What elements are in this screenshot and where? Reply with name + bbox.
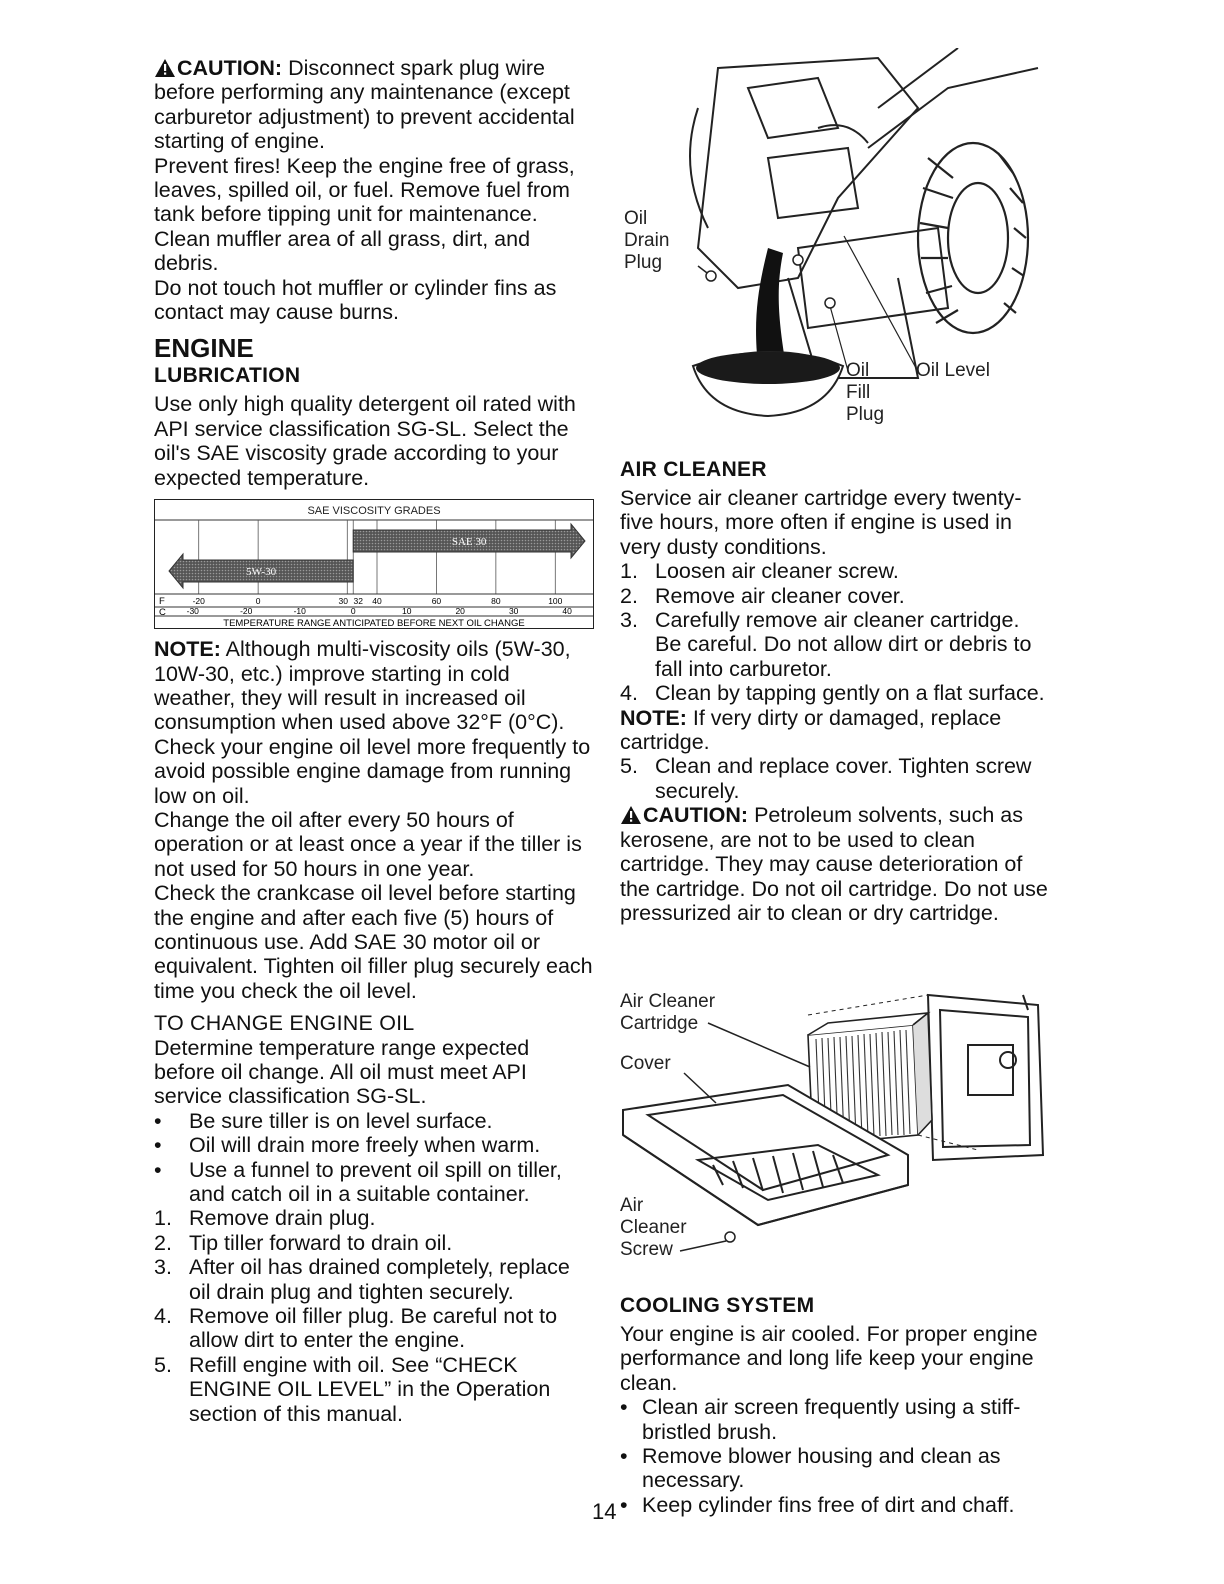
air-caution-text: Petroleum solvents, such as kerosene, are not to be used to clean cartridge. They may cause deterioration of the cartridge. Do not oil cartridge. Do not use pressurized air to clean or dry cartridge. bbox=[620, 803, 1048, 925]
list-item: • Use a funnel to prevent oil spill on tiller, and catch oil in a suitable container. bbox=[154, 1157, 562, 1207]
tiller-engine-drawing bbox=[618, 48, 1058, 448]
note-paragraph bbox=[154, 637, 594, 808]
list-item: 5. Refill engine with oil. See “CHECK ENGINE OIL LEVEL” in the Operation section of this manual. bbox=[154, 1352, 551, 1426]
list-item: 1. Loosen air cleaner screw. bbox=[620, 559, 899, 584]
air-caution-paragraph bbox=[620, 803, 1050, 925]
air-caution-label: CAUTION: bbox=[643, 803, 749, 828]
bar-label: SAE 30 bbox=[451, 536, 487, 549]
list-item: 3. After oil has drained completely, replace oil drain plug and tighten securely. bbox=[154, 1255, 570, 1304]
caution-paragraph bbox=[154, 56, 594, 154]
bar-label: 5W-30 bbox=[246, 566, 277, 579]
tick-label-c: 30 bbox=[508, 606, 519, 617]
note-label: NOTE: bbox=[154, 637, 221, 662]
viscosity-chart-svg bbox=[155, 500, 593, 628]
tick-label-f: 60 bbox=[431, 596, 442, 607]
c-row-label: C bbox=[159, 607, 166, 619]
oil-drain-illustration bbox=[618, 48, 1058, 448]
air-cleaner-heading: AIR CLEANER bbox=[620, 458, 767, 481]
tick-label-f: 100 bbox=[548, 596, 563, 607]
chart-title: SAE VISCOSITY GRADES bbox=[307, 505, 441, 518]
list-item: 2. Tip tiller forward to drain oil. bbox=[154, 1230, 453, 1255]
air-steps-list bbox=[620, 559, 1050, 705]
air-note-label: NOTE: bbox=[620, 705, 687, 730]
page-number: 14 bbox=[592, 1499, 617, 1524]
air-cleaner-screw-label: Air Cleaner Screw bbox=[620, 1195, 687, 1260]
caution-text: Disconnect spark plug wire before performing any maintenance (except carburetor adjustment) to prevent accidental starting of engine. bbox=[154, 56, 575, 154]
oil-fill-plug-label: Oil Fill Plug bbox=[846, 360, 885, 425]
tick-label-c: 10 bbox=[401, 606, 412, 617]
oil-level-label: Oil Level bbox=[916, 360, 990, 381]
note-text: Although multi-viscosity oils (5W-30, 10W-30, etc.) improve starting in cold weather, they will result in increased oil consumption when used above 32°F (0°C). Check your engine oil level more frequently to avoid possible engine damage from running low on oil. bbox=[154, 637, 591, 808]
tick-label-f: 40 bbox=[372, 596, 382, 607]
chart-ticks bbox=[187, 596, 573, 616]
cover-label: Cover bbox=[620, 1053, 671, 1074]
warning-icon bbox=[154, 58, 176, 78]
to-change-heading: TO CHANGE ENGINE OIL bbox=[154, 1011, 415, 1036]
air-cleaner-text: Service air cleaner cartridge every twenty-five hours, more often if engine is used in very dusty conditions. bbox=[620, 486, 1022, 559]
left-column bbox=[154, 56, 594, 1426]
change-paragraph: Change the oil after every 50 hours of operation or at least once a year if the tiller is not used for 50 hours in one year. bbox=[154, 807, 582, 881]
engine-heading: ENGINE bbox=[154, 333, 254, 364]
air-note-paragraph bbox=[620, 706, 1050, 755]
cartridge-label: Air Cleaner Cartridge bbox=[620, 991, 716, 1034]
tick-label-c: -10 bbox=[293, 606, 306, 617]
air-note-text: If very dirty or damaged, replace cartridge. bbox=[620, 705, 1002, 755]
air-step5-list bbox=[620, 754, 1050, 803]
lubrication-heading: LUBRICATION bbox=[154, 364, 301, 388]
hot-paragraph: Do not touch hot muffler or cylinder fins as contact may cause burns. bbox=[154, 275, 557, 325]
list-item: • Oil will drain more freely when warm. bbox=[154, 1133, 541, 1158]
cooling-text: Your engine is air cooled. For proper engine performance and long life keep your engine clean. bbox=[620, 1322, 1038, 1395]
viscosity-chart bbox=[154, 499, 594, 629]
prep-bullet-list bbox=[154, 1109, 594, 1207]
list-item: 5. Clean and replace cover. Tighten screw securely. bbox=[620, 754, 1032, 803]
tick-label-c: 40 bbox=[562, 606, 572, 617]
tick-label-f: 32 bbox=[353, 596, 363, 607]
list-item: 1. Remove drain plug. bbox=[154, 1206, 376, 1231]
fires-paragraph: Prevent fires! Keep the engine free of grass, leaves, spilled oil, or fuel. Remove fuel from tank before tipping unit for maintenance. Clean muffler area of all grass, dirt, and debris. bbox=[154, 153, 575, 276]
chart-xlabel: TEMPERATURE RANGE ANTICIPATED BEFORE NEXT OIL CHANGE bbox=[223, 618, 525, 629]
f-row-label: F bbox=[159, 596, 165, 608]
list-item: • Be sure tiller is on level surface. bbox=[154, 1108, 493, 1133]
list-item: 2. Remove air cleaner cover. bbox=[620, 583, 905, 608]
tick-label-f: 30 bbox=[338, 596, 349, 607]
tick-label-c: -30 bbox=[186, 606, 199, 617]
check-paragraph: Check the crankcase oil level before starting the engine and after each five (5) hours of continuous use. Add SAE 30 motor oil or equivalent. Tighten oil filler plug securely each time you check the oil level. bbox=[154, 881, 593, 1003]
right-column-air bbox=[620, 458, 1050, 925]
tick-label-c: -20 bbox=[240, 606, 253, 617]
cooling-bullet-list bbox=[620, 1395, 1050, 1517]
caution-label: CAUTION: bbox=[177, 56, 283, 80]
list-item: 3. Carefully remove air cleaner cartridge. Be careful. Do not allow dirt or debris to fall into carburetor. bbox=[620, 608, 1032, 681]
list-item: • Clean air screen frequently using a stiff-bristled brush. bbox=[620, 1395, 1021, 1444]
list-item: • Keep cylinder fins free of dirt and chaff. bbox=[620, 1492, 1015, 1517]
oil-steps-list bbox=[154, 1206, 594, 1426]
lubrication-text: Use only high quality detergent oil rated with API service classification SG-SL. Select the oil's SAE viscosity grade according to your expected temperature. bbox=[154, 392, 576, 490]
list-item: • Remove blower housing and clean as necessary. bbox=[620, 1444, 1001, 1493]
tick-label-c: 0 bbox=[350, 606, 356, 617]
determine-paragraph: Determine temperature range expected before oil change. All oil must meet API service classification SG-SL. bbox=[154, 1035, 530, 1109]
oil-drain-plug-label: Oil Drain Plug bbox=[624, 208, 670, 273]
air-cleaner-illustration bbox=[618, 985, 1048, 1265]
tick-label-c: 20 bbox=[455, 606, 465, 617]
warning-icon bbox=[620, 805, 642, 825]
tick-label-f: 0 bbox=[255, 596, 261, 607]
tick-label-f: -20 bbox=[192, 596, 205, 607]
tick-label-f: 80 bbox=[491, 596, 501, 607]
list-item: 4. Clean by tapping gently on a flat surface. bbox=[620, 681, 1045, 706]
list-item: 4. Remove oil filler plug. Be careful not to allow dirt to enter the engine. bbox=[154, 1304, 558, 1353]
cooling-heading: COOLING SYSTEM bbox=[620, 1294, 815, 1317]
right-column-cooling bbox=[620, 1294, 1050, 1517]
